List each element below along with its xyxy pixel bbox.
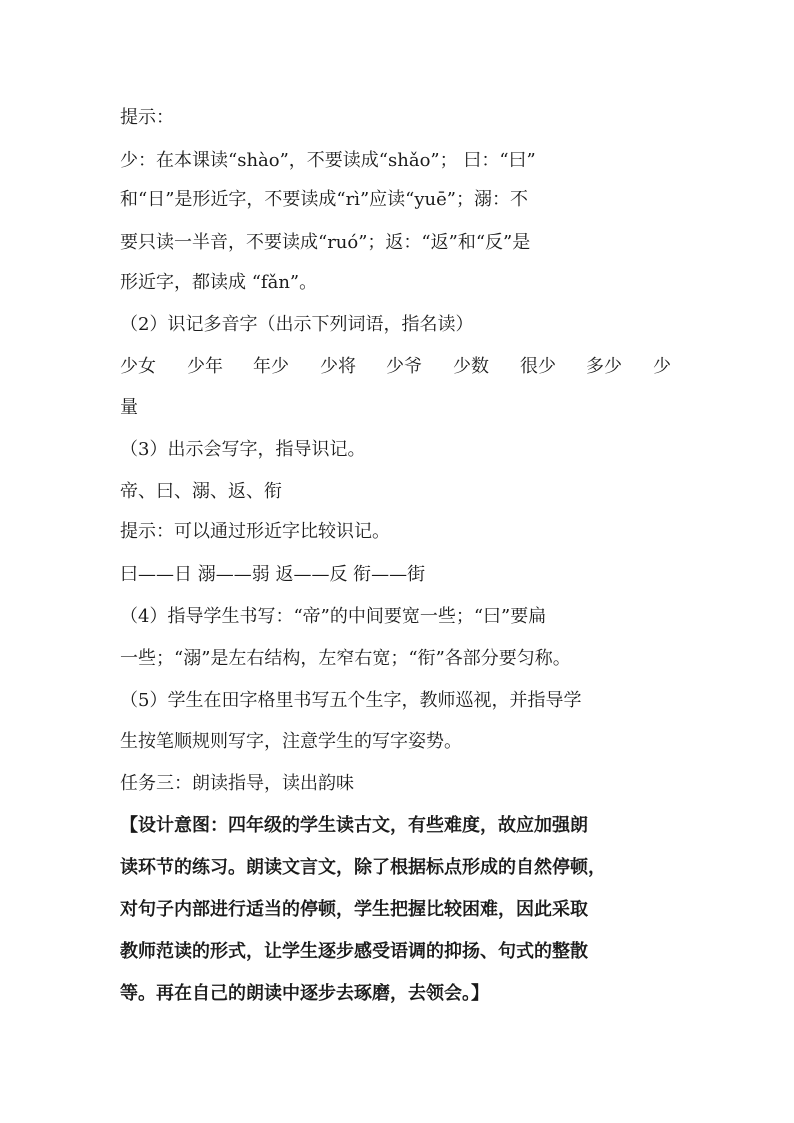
word-item: 少年 (187, 356, 223, 377)
design-intent-line: 【设计意图：四年级的学生读古文，有些难度，故应加强朗 (120, 815, 588, 836)
word-item: 多少 (586, 356, 622, 377)
word-item: 少爷 (386, 356, 422, 377)
word-item: 少将 (320, 356, 356, 377)
hint-label: 提示： (120, 107, 174, 128)
paragraph-line: 形近字，都读成 “fǎn”。 (120, 272, 318, 293)
hint-line: 提示：可以通过形近字比较识记。 (120, 521, 390, 542)
section-heading: （4）指导学生书写：“帝”的中间要宽一些；“曰”要扁 (120, 606, 547, 627)
character-list: 帝、曰、溺、返、衔 (120, 481, 282, 502)
section-heading: （5）学生在田字格里书写五个生字，教师巡视，并指导学 (120, 690, 582, 711)
paragraph-line: 和“日”是形近字，不要读成“rì”应读“yuē”；溺：不 (120, 189, 528, 210)
paragraph-line: 少：在本课读“shào”，不要读成“shǎo”； 曰：“曰” (120, 150, 536, 171)
section-heading: （3）出示会写字，指导识记。 (120, 439, 366, 460)
design-intent-line: 对句子内部进行适当的停顿，学生把握比较困难，因此采取 (120, 899, 588, 920)
task-heading: 任务三：朗读指导，读出韵味 (120, 773, 354, 794)
word-item: 少 (653, 356, 671, 377)
paragraph-line: 一些；“溺”是左右结构，左窄右宽；“衔”各部分要匀称。 (120, 648, 571, 669)
comparison-line: 曰——日 溺——弱 返——反 衔——街 (120, 564, 426, 585)
design-intent-line: 等。再在自己的朗读中逐步去琢磨，去领会。】 (120, 983, 489, 1004)
paragraph-line: 生按笔顺规则写字，注意学生的写字姿势。 (120, 731, 462, 752)
word-item: 少女 (120, 356, 156, 377)
paragraph-line: 要只读一半音，不要读成“ruó”；返：“返”和“反”是 (120, 232, 531, 253)
word-item: 很少 (520, 356, 556, 377)
design-intent-line: 教师范读的形式，让学生逐步感受语调的抑扬、句式的整散 (120, 941, 588, 962)
design-intent-line: 读环节的练习。朗读文言文，除了根据标点形成的自然停顿， (120, 857, 606, 878)
paragraph-line: 量 (120, 397, 138, 418)
word-item: 少数 (453, 356, 489, 377)
section-heading: （2）识记多音字（出示下列词语，指名读） (120, 314, 474, 335)
word-item: 年少 (253, 356, 289, 377)
